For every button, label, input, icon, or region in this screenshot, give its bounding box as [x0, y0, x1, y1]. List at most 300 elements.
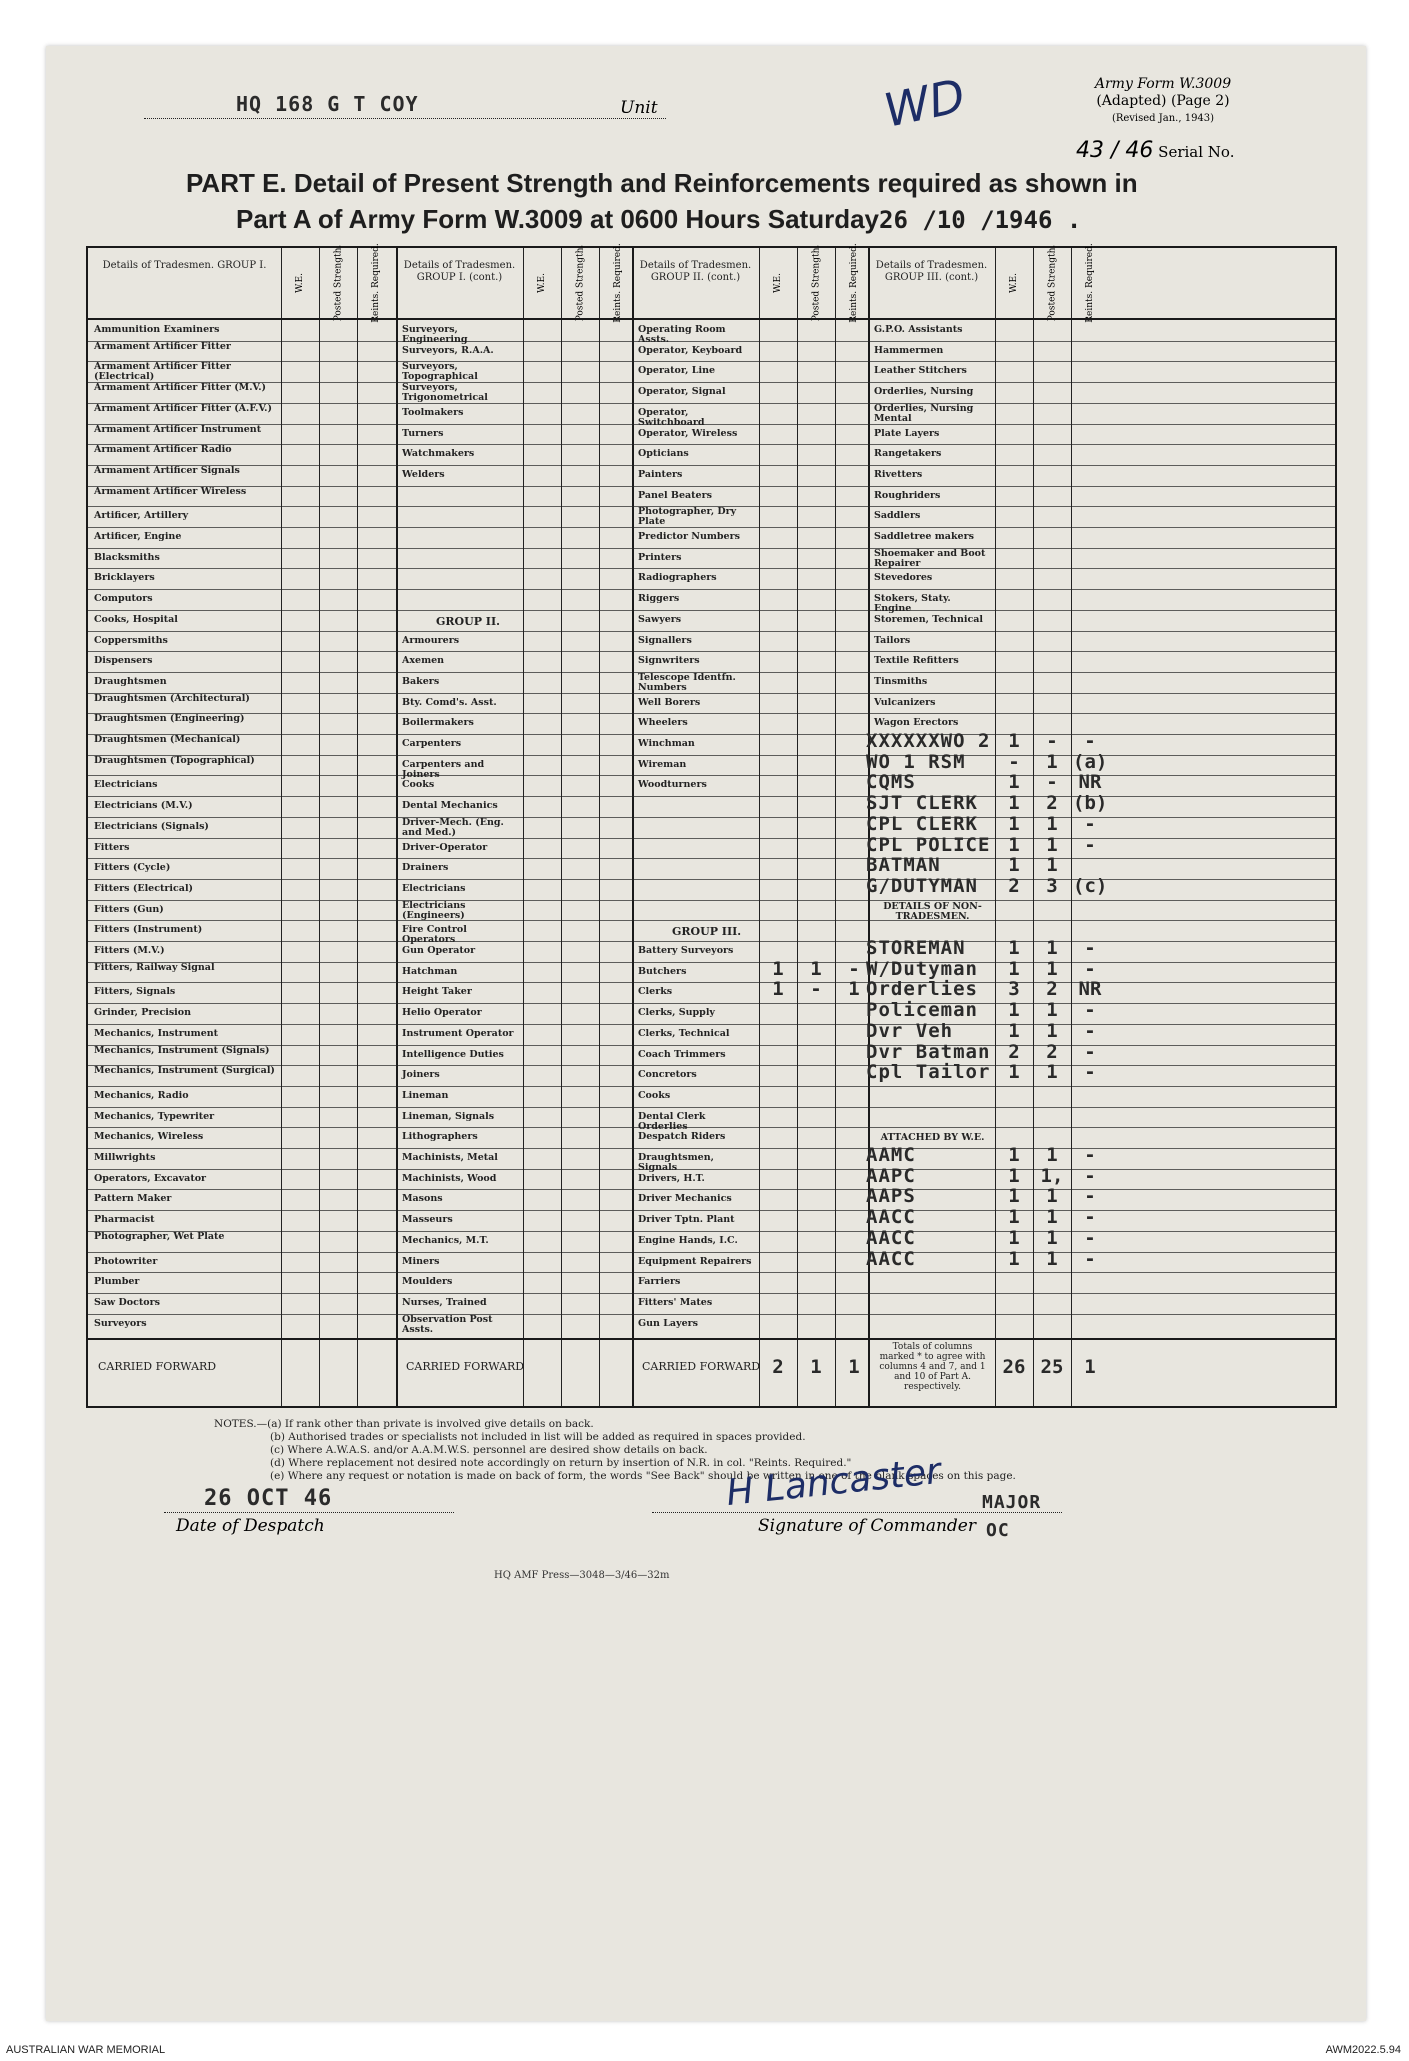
typed-entry-value: 1 — [1008, 1247, 1020, 1270]
trade-label: Electricians (M.V.) — [94, 800, 193, 812]
trade-label: Farriers — [638, 1276, 681, 1288]
trade-label: Mechanics, M.T. — [402, 1234, 489, 1246]
wd-mark: WD — [879, 68, 970, 138]
carried-forward-label: CARRIED FORWARD — [98, 1360, 217, 1374]
trade-label: Butchers — [638, 965, 687, 977]
typed-entry-value: 3 — [1046, 874, 1058, 897]
trade-label: Electricians (Signals) — [94, 820, 209, 832]
typed-entry-label: Policeman — [866, 999, 978, 1022]
trade-label: Drivers, H.T. — [638, 1172, 705, 1184]
column-divider — [357, 248, 358, 1406]
typed-entry-value: - — [1046, 771, 1058, 794]
trade-label: Roughriders — [874, 489, 941, 501]
trade-label: Armament Artificer Radio — [94, 444, 232, 456]
trade-label: Coach Trimmers — [638, 1048, 726, 1060]
trade-label: Armament Artificer Instrument — [94, 423, 262, 435]
typed-entry-value: 1 — [1046, 812, 1058, 835]
typed-entry-value: - — [1046, 730, 1058, 752]
trade-label: Woodturners — [638, 779, 707, 791]
trade-label: Vulcanizers — [874, 696, 936, 708]
row-rule — [88, 1293, 1335, 1294]
row-rule — [88, 589, 1335, 590]
trade-label: Operator, Wireless — [638, 427, 738, 439]
column-header-label: W.E. — [295, 273, 305, 293]
trade-label: Artificer, Artillery — [94, 510, 189, 522]
trade-label: Engine Hands, I.C. — [638, 1234, 738, 1246]
trade-label: Surveyors, Engineering — [402, 324, 468, 345]
trade-label: Gun Operator — [402, 945, 476, 956]
credit-left: AUSTRALIAN WAR MEMORIAL — [6, 2044, 166, 2056]
typed-entry-value: - — [1084, 937, 1096, 959]
typed-entry-value: 2 — [1046, 792, 1058, 815]
trade-label: Draughtsmen (Architectural) — [94, 692, 250, 704]
title-text: Part A of Army Form W.3009 at 0600 Hours Saturday — [236, 204, 879, 234]
trade-label: Fitters' Mates — [638, 1296, 713, 1308]
trade-label: Winchman — [638, 738, 695, 749]
column-header — [319, 244, 357, 322]
typed-entry-value: 1 — [1008, 854, 1020, 877]
typed-entry-value: 1 — [1008, 1019, 1020, 1042]
row-rule — [88, 1003, 1335, 1004]
typed-entry-value: 1 — [1008, 792, 1020, 815]
trade-label: Machinists, Metal — [402, 1152, 498, 1163]
trade-label: Textile Refitters — [874, 655, 959, 667]
totals-rule — [88, 1338, 1335, 1340]
typed-entry-value: 1 — [1046, 937, 1058, 959]
trade-label: Signwriters — [638, 655, 700, 667]
trade-label: Gun Layers — [638, 1317, 698, 1329]
signature-label: Signature of Commander — [758, 1516, 976, 1536]
trade-label: Driver Mechanics — [638, 1193, 732, 1205]
column-header — [759, 252, 797, 314]
trade-label: Artificer, Engine — [94, 531, 182, 542]
typed-entry-value: - — [1084, 1144, 1096, 1166]
note-line: (b) Authorised trades or specialists not included in list will be added as required in spaces provided. — [270, 1431, 806, 1443]
typed-entry-label: AAPS — [866, 1185, 916, 1208]
trade-label: Electricians — [402, 882, 466, 894]
typed-entry-value: 1 — [1008, 957, 1020, 980]
trade-label: Mechanics, Wireless — [94, 1131, 204, 1143]
trade-label: Printers — [638, 551, 682, 563]
typed-entry-value: 1 — [1046, 1226, 1058, 1249]
form-ref-line: Army Form W.3009 — [1094, 76, 1232, 92]
row-rule — [88, 1148, 1335, 1149]
column-header — [1033, 244, 1071, 322]
typed-entry-value: 1 — [1046, 1144, 1058, 1166]
title-line-1: PART E. Detail of Present Strength and Reinforcements required as shown in — [186, 168, 1138, 198]
trade-label: Driver Tptn. Plant — [638, 1214, 735, 1226]
trade-label: Shoemaker and Boot Repairer — [874, 547, 986, 569]
strength-table — [86, 243, 1337, 1408]
trade-label: Orderlies, Nursing Mental — [874, 402, 974, 424]
trade-label: Bakers — [402, 675, 440, 687]
row-rule — [88, 1210, 1335, 1211]
trade-label: Fitters, Signals — [94, 986, 176, 998]
typed-entry-label: Dvr Batman — [866, 1040, 991, 1063]
title-line-2 — [236, 204, 1081, 235]
trade-label: Predictor Numbers — [638, 531, 740, 542]
typed-entry-value: 1 — [1008, 771, 1020, 794]
typed-entry-value: 1 — [1046, 1019, 1058, 1042]
trade-label: Fitters (Gun) — [94, 903, 164, 915]
typed-entry-label: Dvr Veh — [866, 1019, 954, 1042]
total-value: 1 — [810, 1356, 822, 1379]
note-line: (c) Where A.W.A.S. and/or A.A.M.W.S. personnel are desired show details on back. — [270, 1444, 708, 1456]
trade-label: Sawyers — [638, 613, 682, 625]
row-rule — [88, 900, 1335, 901]
entry-value: 1 — [772, 978, 784, 1001]
trade-label: Panel Beaters — [638, 489, 712, 501]
entry-value: 1 — [772, 957, 784, 980]
trade-label: Armourers — [402, 634, 460, 646]
column-divider — [561, 248, 562, 1406]
group-header: Details of Tradesmen. GROUP I. (cont.) — [403, 260, 516, 283]
trade-label: Saddletree makers — [874, 531, 974, 542]
trade-label: Operating Room Assts. — [638, 324, 726, 345]
trade-label: Operators, Excavator — [94, 1172, 207, 1184]
trade-label: Masons — [402, 1193, 443, 1205]
entry-value: 1 — [810, 957, 822, 980]
trade-label: Radiographers — [638, 572, 717, 584]
group-title: GROUP III. — [672, 925, 742, 939]
typed-entry-value: - — [1084, 1185, 1096, 1208]
row-rule — [88, 838, 1335, 839]
typed-entry-value: (c) — [1073, 874, 1108, 897]
trade-label: Rivetters — [874, 468, 923, 480]
trade-label: Fitters (Instrument) — [94, 924, 203, 936]
typed-entry-value: - — [1084, 1247, 1096, 1270]
typed-entry-value: 2 — [1008, 1040, 1020, 1063]
trade-label: Operator, Line — [638, 365, 716, 377]
total-value: 26 — [1002, 1356, 1026, 1379]
typed-entry-value: 1 — [1008, 812, 1020, 835]
trade-label: Operator, Signal — [638, 386, 726, 398]
typed-entry-label: AACC — [866, 1226, 916, 1249]
trade-label: Dental Clerk Orderlies — [638, 1110, 706, 1132]
row-rule — [88, 796, 1335, 797]
typed-entry-label: W/Dutyman — [866, 957, 978, 980]
row-rule — [88, 631, 1335, 632]
column-divider — [835, 248, 836, 1406]
trade-label: Driver-Operator — [402, 841, 488, 853]
trade-label: Hammermen — [874, 344, 944, 356]
entry-value: - — [848, 957, 860, 980]
typed-entry-label: BATMAN — [866, 854, 941, 877]
trade-label: Toolmakers — [402, 406, 464, 418]
carried-forward-label: CARRIED FORWARD — [642, 1360, 761, 1374]
trade-label: Draughtsmen — [94, 675, 167, 687]
typed-entry-label: Orderlies — [866, 978, 978, 1001]
trade-label: Fitters (Electrical) — [94, 882, 194, 894]
trade-label: G.P.O. Assistants — [874, 324, 963, 335]
trade-label: Mechanics, Instrument — [94, 1027, 219, 1039]
trade-label: Mechanics, Instrument (Signals) — [94, 1044, 270, 1056]
trade-label: Telescope Identfn. Numbers — [638, 671, 736, 693]
row-rule — [88, 610, 1335, 611]
trade-label: Surveyors, R.A.A. — [402, 344, 494, 356]
trade-label: Fitters (Cycle) — [94, 862, 171, 874]
column-divider — [281, 248, 282, 1406]
trade-label: Nurses, Trained — [402, 1296, 487, 1308]
typed-entry-label: AACC — [866, 1247, 916, 1270]
trade-label: Cooks — [638, 1089, 671, 1101]
column-header-label: Posted Strength. — [811, 244, 822, 322]
carried-forward-label: CARRIED FORWARD — [406, 1360, 525, 1374]
typed-entry-value: 2 — [1046, 978, 1058, 1001]
row-rule — [88, 920, 1335, 921]
form-reference — [1068, 76, 1258, 127]
totals-note: Totals of columns marked * to agree with columns 4 and 7, and 1 and 10 of Part A. respectively. — [879, 1342, 986, 1393]
typed-entry-value: - — [1008, 750, 1020, 773]
trade-label: Despatch Riders — [638, 1131, 726, 1143]
column-header — [281, 252, 319, 314]
column-header — [995, 252, 1033, 314]
row-rule — [88, 1024, 1335, 1025]
serial-label: Serial No. — [1158, 143, 1235, 161]
row-rule — [88, 817, 1335, 818]
trade-label: Clerks — [638, 986, 673, 998]
trade-label: Mechanics, Instrument (Surgical) — [94, 1065, 275, 1077]
trade-label: Draughtsmen (Engineering) — [94, 713, 245, 725]
trade-label: Stokers, Staty. Engine — [874, 593, 951, 615]
trade-label: Saw Doctors — [94, 1296, 160, 1308]
row-rule — [88, 879, 1335, 880]
despatch-date: 26 OCT 46 — [204, 1486, 333, 1511]
typed-entry-value: 1 — [1008, 999, 1020, 1022]
trade-label: Driver-Mech. (Eng. and Med.) — [402, 816, 504, 838]
typed-entry-value: - — [1084, 730, 1096, 752]
row-rule — [88, 1252, 1335, 1253]
trade-label: Cooks — [402, 779, 435, 791]
group-divider — [632, 248, 634, 1406]
typed-entry-value: - — [1084, 1164, 1096, 1187]
typed-entry-label: WO 1 RSM — [866, 750, 966, 773]
despatch-label: Date of Despatch — [176, 1516, 325, 1536]
row-rule — [88, 775, 1335, 776]
typed-entry-value: 1 — [1046, 1061, 1058, 1084]
typed-entry-value: 1, — [1040, 1164, 1064, 1187]
column-header — [357, 243, 395, 323]
trade-label: Intelligence Duties — [402, 1048, 504, 1060]
typed-entry-label: CQMS — [866, 771, 916, 794]
trade-label: Lineman — [402, 1089, 449, 1101]
trade-label: Operator, Keyboard — [638, 344, 743, 356]
typed-entry-label: STOREMAN — [866, 937, 966, 959]
column-header-label: Reints. Required. — [849, 243, 859, 323]
trade-label: Armament Artificer Wireless — [94, 485, 247, 497]
typed-entry-value: NR — [1078, 771, 1102, 794]
typed-entry-label: CPL POLICE — [866, 833, 991, 856]
typed-entry-value: 1 — [1008, 937, 1020, 959]
typed-entry-value: - — [1084, 1019, 1096, 1042]
column-header-label: Posted Strength. — [575, 244, 586, 322]
form-ref-line: (Adapted) (Page 2) — [1096, 93, 1230, 109]
appointment: OC — [986, 1520, 1010, 1541]
typed-entry-label: AAMC — [866, 1144, 916, 1166]
trade-label: Photowriter — [94, 1255, 158, 1267]
trade-label: Helio Operator — [402, 1007, 482, 1019]
typed-entry-value: - — [1084, 1226, 1096, 1249]
trade-label: Surveyors, Topographical — [402, 361, 478, 383]
typed-entry-value: - — [1084, 833, 1096, 856]
trade-label: Watchmakers — [402, 448, 475, 460]
form-ref-line: (Revised Jan., 1943) — [1111, 113, 1215, 124]
serial-number — [1076, 138, 1234, 163]
trade-label: Signallers — [638, 634, 692, 646]
trade-label: Plumber — [94, 1276, 140, 1288]
trade-label: Tinsmiths — [874, 675, 928, 687]
trade-label: Photographer, Wet Plate — [94, 1230, 225, 1242]
trade-label: Joiners — [402, 1069, 440, 1081]
trade-label: Computors — [94, 593, 153, 605]
trade-label: Orderlies, Nursing — [874, 386, 974, 398]
trade-label: Dispensers — [94, 655, 153, 667]
typed-entry-label: XXXXXXWO 2 — [866, 730, 991, 752]
trade-label: Storemen, Technical — [874, 613, 984, 625]
typed-entry-value: 1 — [1046, 1247, 1058, 1270]
trade-label: Armament Artificer Fitter (Electrical) — [94, 361, 231, 383]
trade-label: Armament Artificer Fitter (A.F.V.) — [94, 402, 272, 414]
typed-entry-value: 1 — [1008, 1206, 1020, 1229]
trade-label: Saddlers — [874, 510, 921, 522]
column-divider — [1071, 248, 1072, 1406]
trade-label: Equipment Repairers — [638, 1255, 752, 1267]
despatch-line — [164, 1512, 454, 1513]
trade-label: Turners — [402, 427, 444, 439]
entry-value: - — [810, 978, 822, 1001]
row-rule — [88, 1086, 1335, 1087]
trade-label: Fire Control Operators — [402, 924, 467, 946]
total-value: 25 — [1040, 1356, 1064, 1379]
typed-entry-value: 1 — [1008, 1226, 1020, 1249]
column-header-label: Reints. Required. — [613, 243, 623, 323]
trade-label: Coppersmiths — [94, 634, 168, 646]
trade-label: Plate Layers — [874, 427, 940, 439]
typed-entry-value: 1 — [1046, 1185, 1058, 1208]
trade-label: Fitters, Railway Signal — [94, 961, 215, 973]
note-line: (d) Where replacement not desired note accordingly on return by insertion of N.R. in col. "Reints. Required." — [270, 1457, 852, 1469]
trade-label: Lithographers — [402, 1131, 478, 1143]
form-sheet — [46, 46, 1366, 2021]
typed-entry-value: 1 — [1008, 833, 1020, 856]
total-value: 1 — [848, 1356, 860, 1379]
group-header: Details of Tradesmen. GROUP I. — [102, 260, 267, 271]
credit-right: AWM2022.5.94 — [1325, 2044, 1401, 2056]
column-header-label: Posted Strength. — [333, 244, 344, 322]
column-divider — [599, 248, 600, 1406]
trade-label: Grinder, Precision — [94, 1007, 192, 1019]
trade-label: Draughtsmen, Signals — [638, 1152, 714, 1173]
unit-value: HQ 168 G T COY — [236, 92, 419, 116]
typed-entry-value: 2 — [1008, 874, 1020, 897]
row-rule — [88, 651, 1335, 652]
typed-entry-value: 1 — [1008, 1185, 1020, 1208]
group-title: GROUP II. — [436, 614, 500, 628]
trade-label: Axemen — [402, 655, 445, 667]
typed-entry-value: NR — [1078, 978, 1102, 1001]
typed-entry-value: - — [1084, 1206, 1096, 1229]
trade-label: Miners — [402, 1255, 440, 1267]
trade-label: Clerks, Technical — [638, 1027, 730, 1039]
column-header-label: Reints. Required. — [1085, 243, 1095, 323]
typed-entry-value: 1 — [1046, 750, 1058, 773]
trade-label: Lineman, Signals — [402, 1110, 495, 1122]
column-header-label: W.E. — [537, 273, 547, 293]
trade-label: Fitters (M.V.) — [94, 945, 165, 956]
trade-label: Well Borers — [638, 696, 701, 708]
total-value: 2 — [772, 1356, 784, 1379]
column-header-label: Posted Strength. — [1047, 244, 1058, 322]
typed-entry-value: 1 — [1008, 730, 1020, 752]
trade-label: Ammunition Examiners — [94, 324, 220, 335]
trade-label: Bty. Comd's. Asst. — [402, 696, 497, 708]
trade-label: Mechanics, Radio — [94, 1089, 189, 1101]
typed-entry-value: 1 — [1046, 1206, 1058, 1229]
trade-label: Fitters — [94, 841, 130, 853]
note-line: (e) Where any request or notation is made on back of form, the words "See Back" should be written in one of the blank spaces on this page. — [270, 1470, 1016, 1482]
typed-entry-value: 1 — [1046, 854, 1058, 877]
header-rule — [88, 318, 1335, 320]
group-header: Details of Tradesmen. GROUP III. (cont.) — [875, 260, 988, 283]
trade-label: Machinists, Wood — [402, 1172, 497, 1184]
attached-heading: ATTACHED BY W.E. — [880, 1132, 985, 1144]
column-header — [797, 244, 835, 322]
trade-label: Mechanics, Typewriter — [94, 1110, 215, 1122]
row-rule — [88, 982, 1335, 983]
typed-entry-value: - — [1084, 812, 1096, 835]
typed-entry-value: 1 — [1046, 957, 1058, 980]
row-rule — [88, 1314, 1335, 1315]
trade-label: Draughtsmen (Topographical) — [94, 754, 255, 766]
typed-entry-label: G/DUTYMAN — [866, 874, 978, 897]
note-line: NOTES.—(a) If rank other than private is involved give details on back. — [214, 1418, 594, 1430]
trade-label: Pharmacist — [94, 1214, 155, 1226]
trade-label: Boilermakers — [402, 717, 474, 729]
trade-label: Stevedores — [874, 572, 933, 584]
trade-label: Concretors — [638, 1069, 697, 1081]
column-divider — [319, 248, 320, 1406]
trade-label: Armament Artificer Fitter (M.V.) — [94, 382, 267, 394]
trade-label: Draughtsmen (Mechanical) — [94, 734, 241, 745]
trade-label: Wagon Erectors — [874, 717, 959, 729]
row-rule — [88, 858, 1335, 859]
row-rule — [88, 568, 1335, 569]
row-rule — [88, 548, 1335, 549]
commander-signature: H Lancaster — [724, 1450, 943, 1515]
row-rule — [88, 1107, 1335, 1108]
typed-entry-value: - — [1084, 1040, 1096, 1063]
typed-entry-value: 1 — [1008, 1061, 1020, 1084]
typed-entry-value: (b) — [1073, 792, 1108, 815]
typed-entry-label: SJT CLERK — [866, 792, 978, 815]
column-header-label: W.E. — [773, 273, 783, 293]
trade-label: Armament Artificer Signals — [94, 464, 240, 476]
row-rule — [88, 941, 1335, 942]
trade-label: Pattern Maker — [94, 1193, 172, 1205]
trade-label: Tailors — [874, 634, 911, 646]
trade-label: Wheelers — [638, 717, 688, 729]
unit-label: Unit — [620, 98, 658, 118]
typed-entry-value: 1 — [1046, 833, 1058, 856]
trade-label: Millwrights — [94, 1152, 156, 1163]
trade-label: Painters — [638, 468, 683, 480]
trade-label: Carpenters and Joiners — [402, 758, 485, 780]
trade-label: Hatchman — [402, 965, 458, 977]
trade-label: Blacksmiths — [94, 551, 160, 563]
trade-label: Masseurs — [402, 1214, 453, 1226]
row-rule — [88, 1189, 1335, 1190]
typed-entry-value: 1 — [1008, 1164, 1020, 1187]
